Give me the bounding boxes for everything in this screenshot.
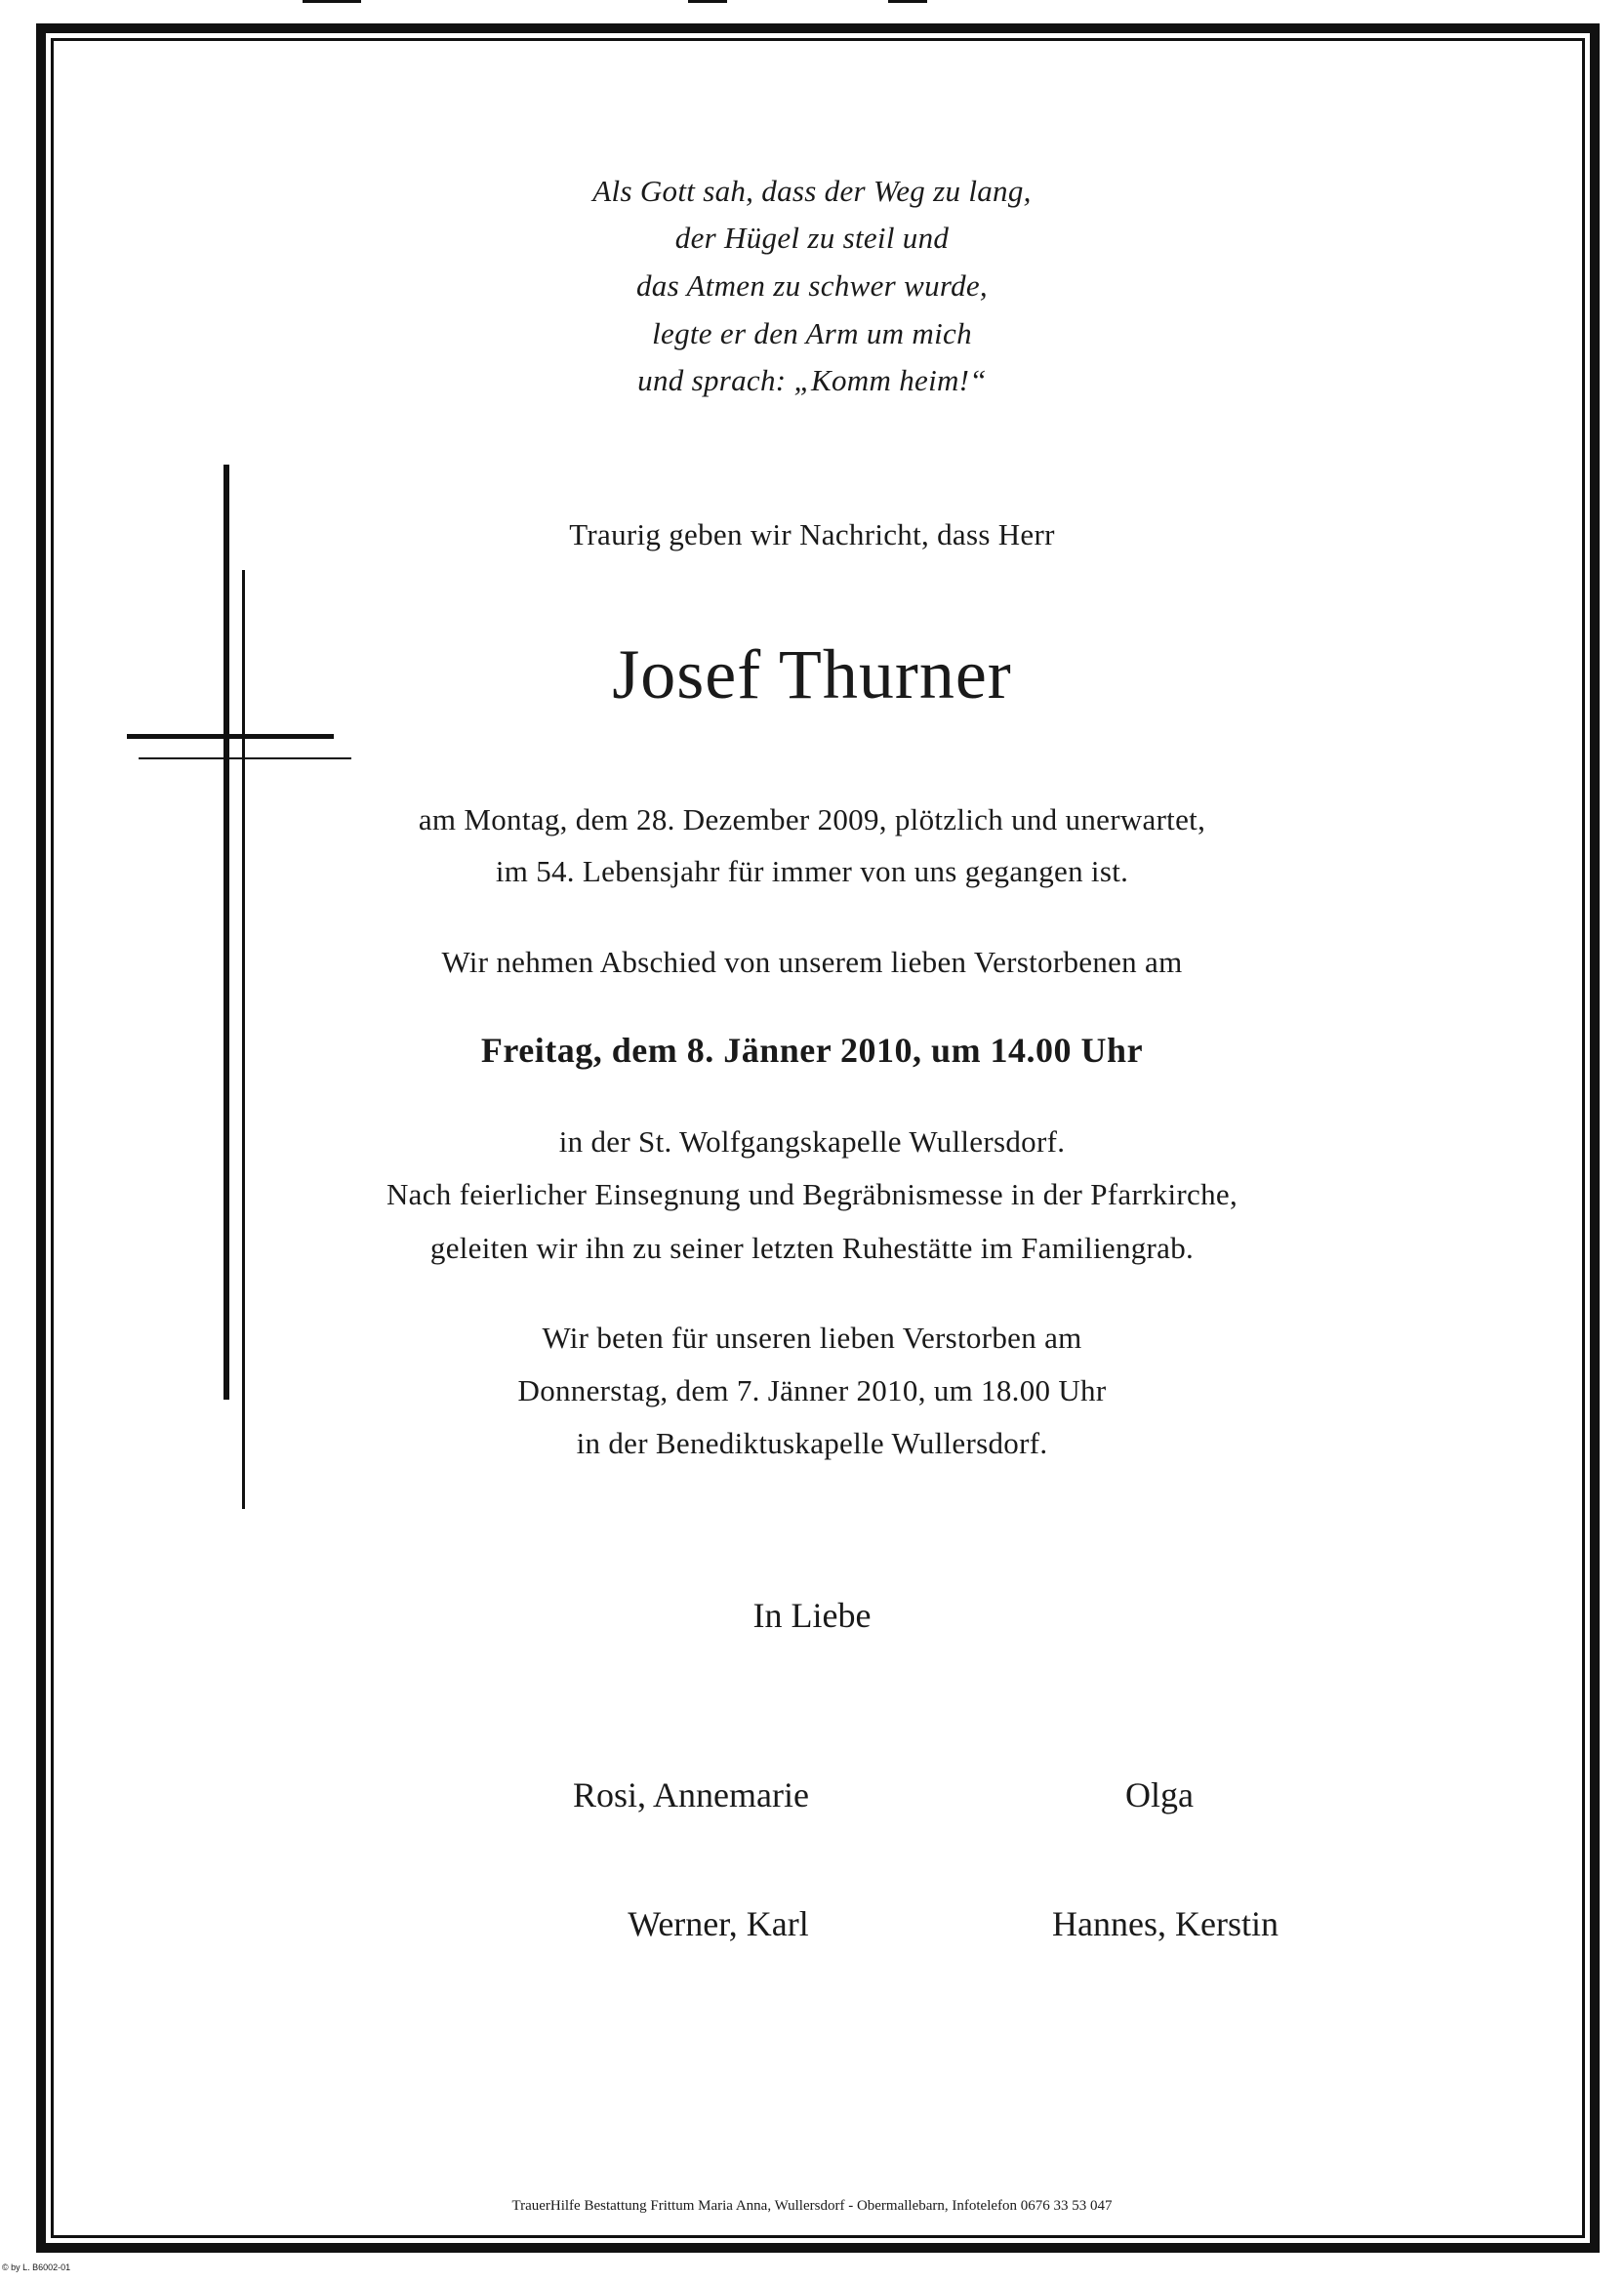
- family-name: Hannes, Kerstin: [1052, 1904, 1279, 1943]
- family-name: Olga: [1125, 1775, 1194, 1814]
- poem-line: das Atmen zu schwer wurde,: [636, 268, 988, 303]
- intro-text: Traurig geben wir Nachricht, dass Herr: [569, 517, 1055, 551]
- poem-line: legte er den Arm um mich: [652, 316, 972, 350]
- death-info-line: im 54. Lebensjahr für immer von uns gegangen ist.: [495, 854, 1129, 888]
- family-name: Rosi, Annemarie: [573, 1775, 809, 1814]
- poem-line: Als Gott sah, dass der Weg zu lang,: [592, 174, 1032, 208]
- scan-mark: [303, 0, 361, 3]
- closing-text: In Liebe: [752, 1596, 872, 1635]
- prayer-info-line: Donnerstag, dem 7. Jänner 2010, um 18.00 Uhr: [517, 1373, 1107, 1407]
- farewell-intro: Wir nehmen Abschied von unserem lieben Verstorbenen am: [441, 945, 1183, 979]
- poem-line: und sprach: „Komm heim!“: [637, 363, 987, 397]
- scan-mark: [888, 0, 927, 3]
- funeral-info-line: Nach feierlicher Einsegnung und Begräbnismesse in der Pfarrkirche,: [386, 1177, 1238, 1211]
- death-info-line: am Montag, dem 28. Dezember 2009, plötzlich und unerwartet,: [418, 802, 1206, 836]
- funeral-info-line: in der St. Wolfgangskapelle Wullersdorf.: [558, 1124, 1066, 1159]
- prayer-info-line: Wir beten für unseren lieben Verstorben am: [542, 1321, 1082, 1355]
- deceased-name: Josef Thurner: [612, 635, 1012, 713]
- prayer-info-line: in der Benediktuskapelle Wullersdorf.: [576, 1426, 1048, 1460]
- undertaker-footer: TrauerHilfe Bestattung Frittum Maria Anna, Wullersdorf - Obermallebarn, Infotelefon 0676 33 53 047: [511, 2198, 1113, 2214]
- copyright-note: © by L. B6002-01: [2, 2262, 71, 2272]
- poem-line: der Hügel zu steil und: [674, 221, 950, 255]
- family-name: Werner, Karl: [628, 1904, 809, 1943]
- funeral-info-line: geleiten wir ihn zu seiner letzten Ruhestätte im Familiengrab.: [429, 1231, 1195, 1265]
- scan-mark: [688, 0, 727, 3]
- farewell-date: Freitag, dem 8. Jänner 2010, um 14.00 Uhr: [480, 1031, 1144, 1070]
